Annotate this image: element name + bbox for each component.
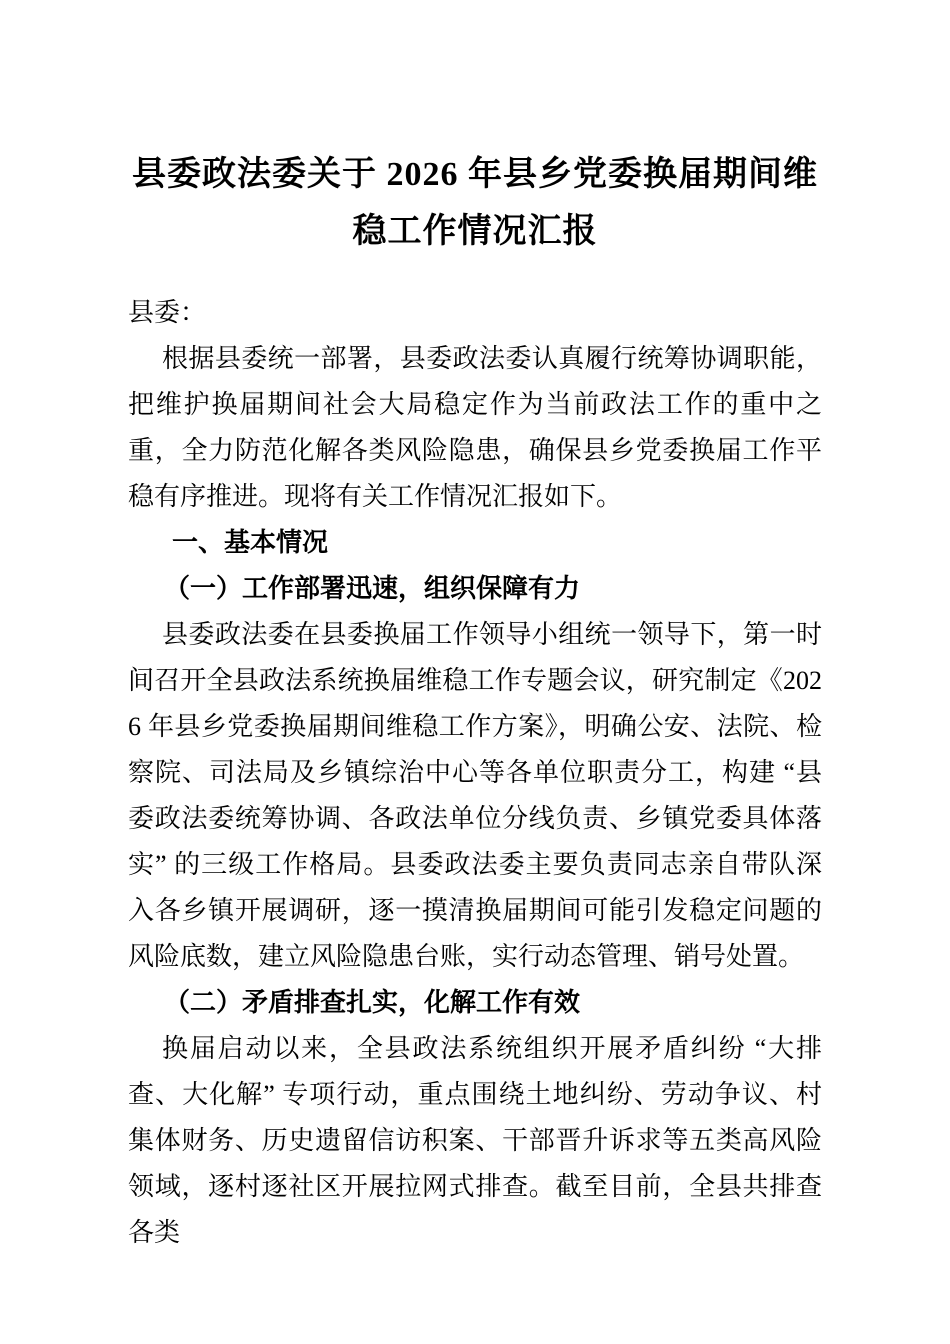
intro-paragraph: 根据县委统一部署，县委政法委认真履行统筹协调职能，把维护换届期间社会大局稳定作为当前政法工作的重中之重，全力防范化解各类风险隐患，确保县乡党委换届工作平稳有序推进。现将有关工作情况汇报如下。 xyxy=(128,344,822,511)
subsection-body-deployment: 县委政法委在县委换届工作领导小组统一领导下，第一时间召开全县政法系统换届维稳工作专题会议，研究制定《2026 年县乡党委换届期间维稳工作方案》，明确公安、法院、检察院、司法局及乡镇综治中心等各单位职责分工，构建 “县委政法委统筹协调、各政法单位分线负责、乡镇党委具体落实” 的三级工作格局。县委政法委主要负责同志亲自带队深入各乡镇开展调研，逐一摸清换届期间可能引发稳定问题的风险底数，建立风险隐患台账，实行动态管理、销号处置。 xyxy=(128,620,822,971)
subsection-body-dispute-resolution: 换届启动以来，全县政法系统组织开展矛盾纠纷 “大排查、大化解” 专项行动，重点围绕土地纠纷、劳动争议、村集体财务、历史遗留信访积案、干部晋升诉求等五类高风险领域，逐村逐社区开展拉网式排查。截至目前，全县共排查各类 xyxy=(128,1034,822,1247)
subsection-heading-deployment: （一）工作部署迅速，组织保障有力 xyxy=(164,574,581,603)
salutation: 县委： xyxy=(128,298,207,327)
section-heading-basic-situation: 一、基本情况 xyxy=(172,528,329,557)
document-title: 县委政法委关于 2026 年县乡党委换届期间维稳工作情况汇报 xyxy=(132,156,818,250)
subsection-heading-dispute-resolution: （二）矛盾排查扎实，化解工作有效 xyxy=(164,988,581,1017)
